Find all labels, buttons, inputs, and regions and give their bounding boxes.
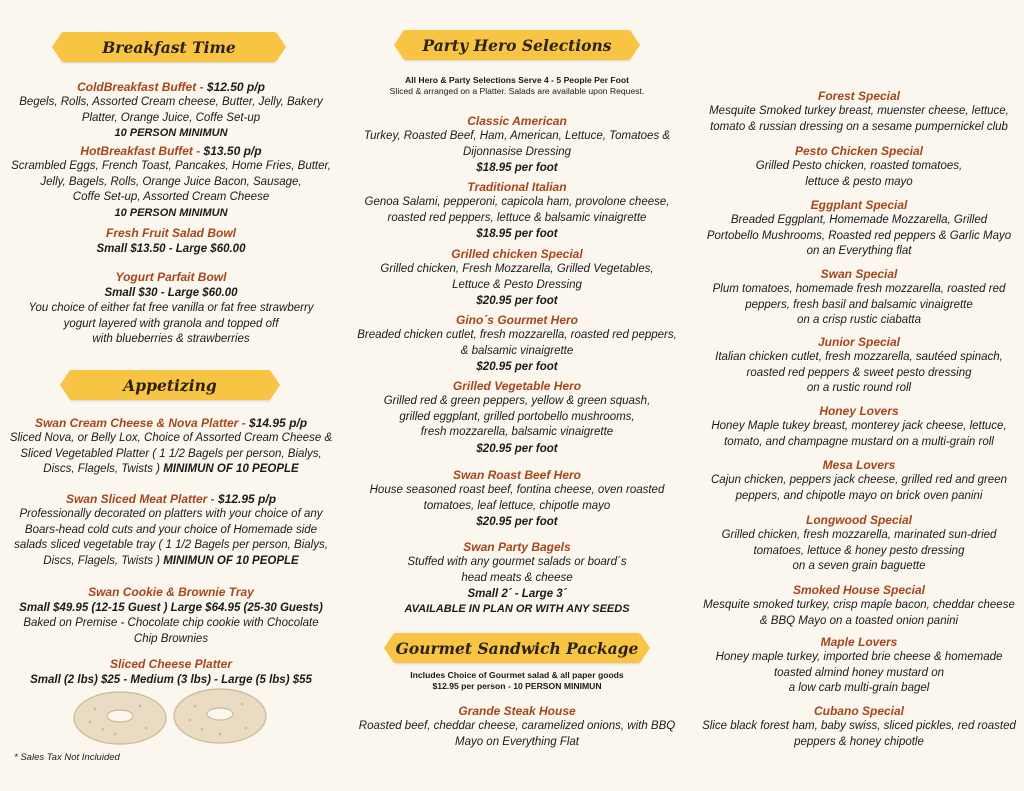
cookie-tray-title: Swan Cookie & Brownie Tray xyxy=(88,585,254,599)
grilled-veg-price: $20.95 per foot xyxy=(476,442,558,455)
ginos-gourmet-hero xyxy=(350,313,684,375)
eggplant-desc2: Portobello Mushrooms, Roasted red peppers & Garlic Mayo xyxy=(706,229,1012,242)
ginos-hero-title: Gino´s Gourmet Hero xyxy=(455,313,578,327)
grande-steak-title: Grande Steak House xyxy=(458,704,576,718)
grilled-veg-title: Grilled Vegetable Hero xyxy=(452,379,582,393)
meat-platter-desc2: Boars-head cold cuts and your choice of Homemade side xyxy=(24,523,318,536)
party-bagels-availability: AVAILABLE IN PLAN OR WITH ANY SEEDS xyxy=(404,603,630,616)
party-hero-intro2: Sliced & arranged on a Platter. Salads are available upon Request. xyxy=(389,86,645,96)
cold-buffet-title: ColdBreakfast Buffet xyxy=(77,80,197,94)
pesto-chicken-title: Pesto Chicken Special xyxy=(794,144,924,158)
swan-special xyxy=(696,267,1022,329)
meat-platter-price: $12.95 p/p xyxy=(218,492,277,506)
longwood-desc1: Grilled chicken, fresh mozzarella, marinated sun-dried xyxy=(721,529,997,541)
cookie-tray-desc1: Baked on Premise - Chocolate chip cookie with Chocolate xyxy=(23,617,319,629)
classic-american xyxy=(350,114,684,176)
hot-buffet-title: HotBreakfast Buffet xyxy=(80,144,193,158)
eggplant-special xyxy=(696,198,1022,260)
hot-breakfast-buffet: HotBreakfast Buffet - $13.50 p/p Scrambled Eggs, French Toast, Pancakes, Home Fries, Butter, Jelly, Bagels, Rolls, Orange Juice Bacon, Sausage, Coffe Set-up, Assorted Cream Cheese 10 PERSON MINIMUN xyxy=(8,144,334,221)
swan-special-desc1: Plum tomatoes, homemade fresh mozzarella, roasted red xyxy=(712,283,1006,295)
party-bagels-size: Small 2´ - Large 3´ xyxy=(467,588,567,601)
meat-platter-desc3: salads sliced vegetable tray ( 1 1/2 Bagels per person, Bialys, xyxy=(14,539,328,552)
smoked-house-desc2: & BBQ Mayo on a toasted onion panini xyxy=(759,614,959,627)
breakfast-banner xyxy=(62,32,276,62)
meat-platter-title: Swan Sliced Meat Platter xyxy=(65,492,208,506)
cubano-desc2: peppers & honey chipotle xyxy=(794,735,924,748)
forest-desc1: Mesquite Smoked turkey breast, muenster cheese, lettuce, xyxy=(709,105,1009,117)
hot-buffet-desc2: Jelly, Bagels, Rolls, Orange Juice Bacon, Sausage, xyxy=(40,175,302,188)
meat-platter-desc4: Discs, Flagels, Twists ) xyxy=(43,554,161,567)
traditional-italian-desc2: roasted red peppers, lettuce & balsamic vinaigrette xyxy=(387,211,647,224)
breakfast-heading: Breakfast Time xyxy=(102,37,236,57)
cheese-platter-title: Sliced Cheese Platter xyxy=(109,657,233,671)
roast-beef-hero xyxy=(350,468,684,530)
classic-american-desc1: Turkey, Roasted Beef, Ham, American, Lettuce, Tomatoes & xyxy=(363,130,671,142)
eggplant-title: Eggplant Special xyxy=(810,198,908,212)
honey-lovers-desc1: Honey Maple tukey breast, monterey jack cheese, lettuce, xyxy=(711,420,1007,432)
meat-platter-minimum: MINIMUN OF 10 PEOPLE xyxy=(163,554,299,567)
longwood-special xyxy=(696,513,1022,575)
grilled-chicken-price: $20.95 per foot xyxy=(476,295,558,308)
gourmet-package-heading: Gourmet Sandwich Package xyxy=(395,638,639,658)
smoked-house-title: Smoked House Special xyxy=(792,583,926,597)
grande-steak-house xyxy=(350,704,684,750)
pesto-chicken-desc1: Grilled Pesto chicken, roasted tomatoes, xyxy=(755,160,963,172)
mesa-lovers xyxy=(696,458,1022,504)
junior-title: Junior Special xyxy=(817,335,901,349)
appetizing-heading: Appetizing xyxy=(123,375,217,395)
appetizing-banner xyxy=(70,370,270,400)
cream-cheese-desc1: Sliced Nova, or Belly Lox, Choice of Assorted Cream Cheese & xyxy=(9,432,333,444)
hot-buffet-price: $13.50 p/p xyxy=(203,144,262,158)
cubano-special xyxy=(696,704,1022,750)
swan-special-desc3: on a crisp rustic ciabatta xyxy=(796,314,921,327)
grilled-veg-desc1: Grilled red & green peppers, yellow & green squash, xyxy=(383,395,651,407)
cold-buffet-desc1: Begels, Rolls, Assorted Cream cheese, Butter, Jelly, Bakery xyxy=(19,96,323,108)
cream-cheese-minimum: MINIMUN OF 10 PEOPLE xyxy=(163,463,299,476)
swan-party-bagels xyxy=(350,540,684,617)
traditional-italian-desc1: Genoa Salami, pepperoni, capicola ham, provolone cheese, xyxy=(364,196,670,208)
swan-special-title: Swan Special xyxy=(820,267,898,281)
eggplant-desc1: Breaded Eggplant, Homemade Mozzarella, Grilled xyxy=(730,214,988,226)
party-hero-intro1: All Hero & Party Selections Serve 4 - 5 People Per Foot xyxy=(405,75,629,85)
cream-cheese-platter: Swan Cream Cheese & Nova Platter - $14.95 p/p Sliced Nova, or Belly Lox, Choice of Assorted Cream Cheese & Sliced Vegetabled Platter ( 1 1/2 Bagels per person, Bialys, Discs, Flagels, Twists ) MINIMUN OF 10 PEOPLE xyxy=(9,416,333,476)
grande-steak-desc2: Mayo on Everything Flat xyxy=(454,735,579,748)
gourmet-package-intro2: $12.95 per person - 10 PERSON MINIMUN xyxy=(432,681,602,691)
fresh-fruit-bowl xyxy=(8,226,334,257)
party-bagels-desc2: head meats & cheese xyxy=(461,571,573,584)
hot-buffet-note: 10 PERSON MINIMUN xyxy=(114,206,228,219)
grilled-veg-desc2: grilled eggplant, grilled portobello mushrooms, xyxy=(399,410,635,423)
longwood-desc2: tomatoes, lettuce & honey pesto dressing xyxy=(753,544,965,557)
yogurt-bowl-desc2: yogurt layered with granola and topped off xyxy=(63,317,279,330)
classic-american-desc2: Dijonnasise Dressing xyxy=(462,145,572,158)
longwood-title: Longwood Special xyxy=(805,513,912,527)
cream-cheese-price: $14.95 p/p xyxy=(249,416,308,430)
cream-cheese-title: Swan Cream Cheese & Nova Platter xyxy=(34,416,239,430)
gourmet-package-banner xyxy=(394,633,640,663)
cookie-tray-desc2: Chip Brownies xyxy=(133,632,209,645)
maple-lovers xyxy=(696,635,1022,697)
cold-buffet-desc2: Platter, Orange Juice, Coffe Set-up xyxy=(81,111,261,124)
roast-beef-price: $20.95 per foot xyxy=(476,516,558,529)
party-bagels-title: Swan Party Bagels xyxy=(463,540,571,554)
cream-cheese-desc2: Sliced Vegetabled Platter ( 1 1/2 Bagels per person, Bialys, xyxy=(20,447,322,460)
hot-buffet-desc1: Scrambled Eggs, French Toast, Pancakes, Home Fries, Butter, xyxy=(11,160,331,172)
classic-american-price: $18.95 per foot xyxy=(476,162,558,175)
yogurt-bowl-desc3: with blueberries & strawberries xyxy=(92,333,250,346)
mesa-lovers-desc1: Cajun chicken, peppers jack cheese, grilled red and green xyxy=(711,474,1007,486)
cheese-platter-price: Small (2 lbs) $25 - Medium (3 lbs) - Large (5 lbs) $55 xyxy=(30,674,312,686)
forest-desc2: tomato & russian dressing on a sesame pumpernickel club xyxy=(710,120,1008,133)
yogurt-bowl-price: Small $30 - Large $60.00 xyxy=(104,287,238,299)
smoked-house-desc1: Mesquite smoked turkey, crisp maple bacon, cheddar cheese xyxy=(703,599,1015,611)
junior-special xyxy=(696,335,1022,397)
maple-lovers-title: Maple Lovers xyxy=(820,635,898,649)
smoked-house-special xyxy=(696,583,1022,629)
meat-platter-desc1: Professionally decorated on platters with your choice of any xyxy=(19,508,323,520)
cubano-desc1: Slice black forest ham, baby swiss, sliced pickles, red roasted xyxy=(702,720,1016,732)
party-bagels-desc1: Stuffed with any gourmet salads or board´s xyxy=(407,556,627,568)
pesto-chicken-special xyxy=(696,144,1022,190)
grilled-chicken-title: Grilled chicken Special xyxy=(451,247,583,261)
junior-desc2: roasted red peppers & sweet pesto dressing xyxy=(746,366,972,379)
traditional-italian-title: Traditional Italian xyxy=(467,180,567,194)
maple-lovers-desc3: a low carb multi-grain bagel xyxy=(788,682,930,695)
maple-lovers-desc2: toasted almind honey mustard on xyxy=(773,666,945,679)
honey-lovers-desc2: tomato, and champagne mustard on a multi-grain roll xyxy=(724,435,994,448)
roast-beef-title: Swan Roast Beef Hero xyxy=(452,468,582,482)
traditional-italian xyxy=(350,180,684,242)
grilled-veg-desc3: fresh mozzarella, balsamic vinaigrette xyxy=(420,426,614,439)
grilled-vegetable-hero xyxy=(350,379,684,457)
maple-lovers-desc1: Honey maple turkey, imported brie cheese & homemade xyxy=(715,651,1003,663)
fruit-bowl-title: Fresh Fruit Salad Bowl xyxy=(105,226,237,240)
honey-lovers-title: Honey Lovers xyxy=(819,404,899,418)
grilled-chicken-special xyxy=(350,247,684,309)
gourmet-package-intro1: Includes Choice of Gourmet salad & all paper goods xyxy=(410,670,624,680)
forest-title: Forest Special xyxy=(817,89,901,103)
classic-american-title: Classic American xyxy=(467,114,567,128)
cold-buffet-price: $12.50 p/p xyxy=(206,80,265,94)
ginos-hero-price: $20.95 per foot xyxy=(476,361,558,374)
sales-tax-footnote: * Sales Tax Not Incluided xyxy=(14,752,120,763)
junior-desc1: Italian chicken cutlet, fresh mozzarella, sautéed spinach, xyxy=(715,351,1003,363)
roast-beef-desc2: tomatoes, leaf lettuce, chipotle mayo xyxy=(423,499,611,512)
mesa-lovers-desc2: peppers, and chipotle mayo on brick oven panini xyxy=(735,489,983,502)
swan-special-desc2: peppers, fresh basil and balsamic vinaigrette xyxy=(745,298,973,311)
ginos-hero-desc2: & balsamic vinaigrette xyxy=(460,344,574,357)
yogurt-bowl-desc1: You choice of either fat free vanilla or fat free strawberry xyxy=(28,302,314,314)
junior-desc3: on a rustic round roll xyxy=(806,382,912,395)
party-hero-intro xyxy=(350,75,684,97)
bagel-illustration xyxy=(70,684,270,746)
grilled-chicken-desc2: Lettuce & Pesto Dressing xyxy=(452,278,582,291)
cookie-tray-price: Small $49.95 (12-15 Guest ) Large $64.95 (25-30 Guests) xyxy=(19,602,323,614)
yogurt-bowl-title: Yogurt Parfait Bowl xyxy=(115,270,227,284)
grilled-chicken-desc1: Grilled chicken, Fresh Mozzarella, Grilled Vegetables, xyxy=(380,263,654,275)
cookie-brownie-tray xyxy=(8,585,334,647)
ginos-hero-desc1: Breaded chicken cutlet, fresh mozzarella, roasted red peppers, xyxy=(357,329,677,341)
forest-special xyxy=(696,89,1022,135)
fruit-bowl-price: Small $13.50 - Large $60.00 xyxy=(96,243,246,255)
party-hero-heading: Party Hero Selections xyxy=(422,35,612,55)
grande-steak-desc1: Roasted beef, cheddar cheese, caramelized onions, with BBQ xyxy=(358,720,676,732)
mesa-lovers-title: Mesa Lovers xyxy=(822,458,896,472)
honey-lovers xyxy=(696,404,1022,450)
roast-beef-desc1: House seasoned roast beef, fontina cheese, oven roasted xyxy=(369,484,665,496)
cubano-title: Cubano Special xyxy=(813,704,905,718)
hot-buffet-desc3: Coffe Set-up, Assorted Cream Cheese xyxy=(72,191,270,204)
pesto-chicken-desc2: lettuce & pesto mayo xyxy=(805,175,913,188)
party-hero-banner xyxy=(404,30,630,60)
eggplant-desc3: on an Everything flat xyxy=(806,245,912,258)
sliced-meat-platter: Swan Sliced Meat Platter - $12.95 p/p Professionally decorated on platters with your choice of any Boars-head cold cuts and your choice of Homemade side salads sliced vegetable tray ( 1 1/2 Bagels per person, Bialys, Discs, Flagels, Twists ) MINIMUN OF 10 PEOPLE xyxy=(8,492,334,569)
traditional-italian-price: $18.95 per foot xyxy=(476,228,558,241)
cold-breakfast-buffet: ColdBreakfast Buffet - $12.50 p/p Begels, Rolls, Assorted Cream cheese, Butter, Jelly, Bakery Platter, Orange Juice, Coffe Set-up 10 PERSON MINIMUN xyxy=(8,80,334,141)
cold-buffet-note: 10 PERSON MINIMUN xyxy=(114,127,228,140)
longwood-desc3: on a seven grain baguette xyxy=(792,560,926,573)
gourmet-package-intro xyxy=(350,670,684,692)
yogurt-parfait-bowl xyxy=(8,270,334,348)
cream-cheese-desc3: Discs, Flagels, Twists ) xyxy=(43,463,161,476)
